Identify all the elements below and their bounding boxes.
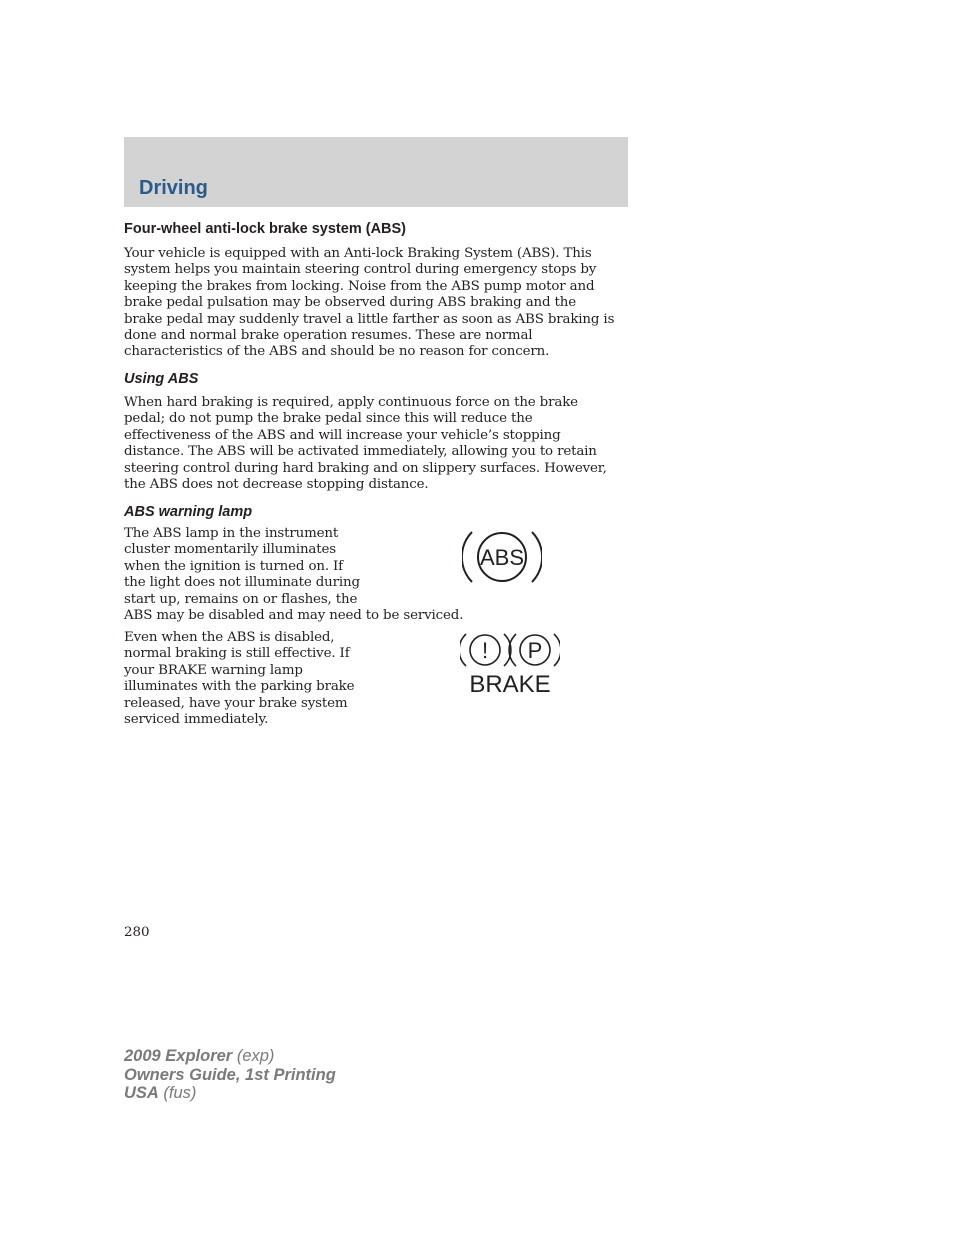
abs-intro-paragraph: Your vehicle is equipped with an Anti-lock Braking System (ABS). This system helps you maintain steering control during emergency stops by keeping the brakes from locking. Noise from the ABS pump motor and brake pedal pulsation may be observed during ABS braking and the brake pedal may suddenly travel a little farther as soon as ABS braking is done and normal brake operation resumes. These are normal characteristics of the ABS and should be no reason for concern. (124, 246, 615, 360)
brake-lamp-paragraph: Even when the ABS is disabled, normal braking is still effective. If your BRAKE warning lamp illuminates with the parking brake released, have your brake system serviced immediately. (124, 630, 355, 728)
parking-p-icon: P (527, 638, 543, 663)
brake-icon-label: BRAKE (469, 671, 551, 696)
page-title: Driving (139, 177, 208, 199)
abs-icon-label: ABS (479, 545, 525, 570)
abs-warning-icon (462, 526, 542, 588)
subheading-abs-warning-lamp: ABS warning lamp (124, 504, 253, 520)
document-footer: 2009 Explorer (exp) Owners Guide, 1st Printing USA (fus) (124, 1047, 336, 1102)
brake-warning-icon (460, 630, 560, 696)
page-number: 280 (124, 925, 150, 940)
section-heading-abs: Four-wheel anti-lock brake system (ABS) (124, 221, 407, 237)
abs-lamp-paragraph: The ABS lamp in the instrument cluster momentarily illuminates when the ignition is turned on. If the light does not illuminate during start up, remains on or flashes, the ABS may be disabled and may need to be serviced. (124, 526, 464, 624)
exclamation-icon: ! (481, 638, 489, 663)
using-abs-paragraph: When hard braking is required, apply continuous force on the brake pedal; do not pump the brake pedal since this will reduce the effectiveness of the ABS and will increase your vehicle’s stopping distance. The ABS will be activated immediately, allowing you to retain steering control during hard braking and on slippery surfaces. However, the ABS does not decrease stopping distance. (124, 395, 607, 493)
subheading-using-abs: Using ABS (124, 371, 199, 387)
